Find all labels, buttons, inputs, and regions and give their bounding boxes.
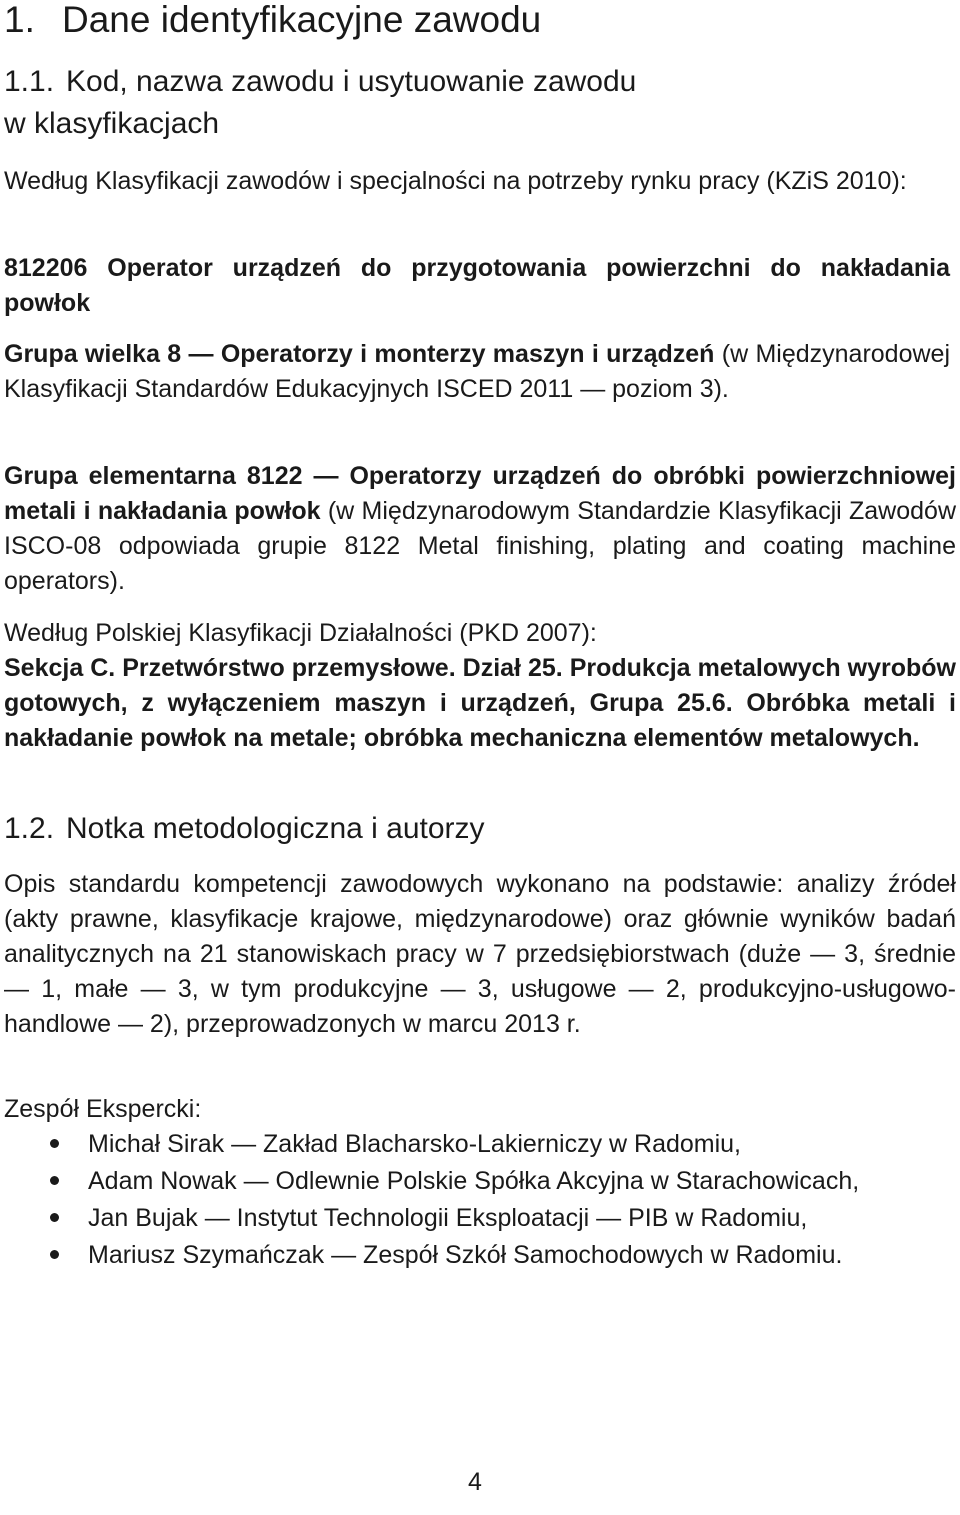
list-item: Adam Nowak — Odlewnie Polskie Spółka Akcyjna w Starachowicach, [4,1164,956,1199]
pkd-text-paragraph: Sekcja C. Przetwórstwo przemysłowe. Dział 25. Produkcja metalowych wyrobów gotowych, z wyłączeniem maszyn i urządzeń, Grupa 25.6. Obróbka metali i nakładanie powłok na metale; obróbka mechaniczna elementów metalowych. [4,654,956,752]
section-heading-1-2 [4,808,485,850]
occupation-code-paragraph: 812206 Operator urządzeń do przygotowania powierzchni do nakładania powłok [4,254,950,317]
bullet-icon [50,1250,59,1259]
kzis-intro-paragraph: Według Klasyfikacji zawodów i specjalności na potrzeby rynku pracy (KZiS 2010): [4,167,907,195]
section-title-line1: Kod, nazwa zawodu i usytuowanie zawodu [66,65,637,98]
section-title-line2: w klasyfikacjach [4,107,220,140]
section-number: 1.2. [4,812,55,845]
unit-group-bold: Grupa elementarna 8122 — Operatorzy urządzeń do obróbki powierzchniowej metali i nakładania powłok [4,462,956,525]
major-group-bold: Grupa wielka 8 — Operatorzy i monterzy maszyn i urządzeń [4,340,715,368]
chapter-title: Dane identyfikacyjne zawodu [62,0,542,40]
pkd-intro-paragraph: Według Polskiej Klasyfikacji Działalności (PKD 2007): [4,619,597,647]
experts-label: Zespół Ekspercki: [4,1095,202,1123]
major-group-paragraph [4,337,950,407]
experts-list [4,1127,956,1275]
section-number: 1.1. [4,65,55,98]
section-title: Notka metodologiczna i autorzy [66,812,485,845]
page-number: 4 [468,1468,482,1496]
bullet-icon [50,1176,59,1185]
method-paragraph: Opis standardu kompetencji zawodowych wykonano na podstawie: analizy źródeł (akty prawne, klasyfikacje krajowe, międzynarodowe) oraz głównie wyników badań analitycznych na 21 stanowiskach pracy w 7 przedsiębiorstwach (duże — 3, średnie — 1, małe — 3, w tym produkcyjne — 3, usługowe — 2, produkcyjno-usługowo-handlowe — 2), przeprowadzonych w marcu 2013 r. [4,870,956,1038]
bullet-icon [50,1213,59,1222]
major-group-normal: (w Międzynarodowej Klasyfikacji Standardów Edukacyjnych ISCED 2011 — poziom 3). [4,340,950,403]
list-item: Mariusz Szymańczak — Zespół Szkół Samochodowych w Radomiu. [4,1238,956,1273]
section-heading-1-1 [4,61,636,145]
chapter-heading [4,0,541,42]
unit-group-normal: (w Międzynarodowym Standardzie Klasyfikacji Zawodów ISCO-08 odpowiada grupie 8122 Metal finishing, plating and coating machine operators). [4,497,956,595]
bullet-icon [50,1139,59,1148]
list-item: Michał Sirak — Zakład Blacharsko-Lakierniczy w Radomiu, [4,1127,956,1162]
list-item: Jan Bujak — Instytut Technologii Eksploatacji — PIB w Radomiu, [4,1201,956,1236]
chapter-number: 1. [4,0,35,40]
unit-group-paragraph [4,459,956,599]
